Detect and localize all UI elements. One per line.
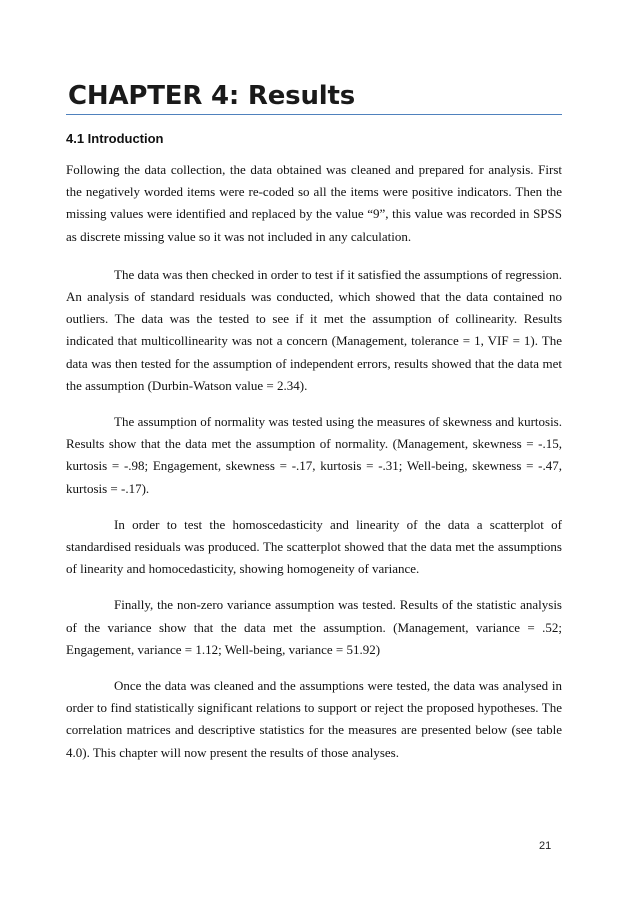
paragraph-normality: The assumption of normality was tested using the measures of skewness and kurtosis. Results show that the data met the assumption of normality. (Management, skewness = -.15, kurtosis = -.98; Engagement, skewness = -.17, kurtosis = -.31; Well-being, skewness = -.47, kurtosis = -.17). <box>66 414 562 496</box>
paragraph-data-cleaning: Following the data collection, the data obtained was cleaned and prepared for analysis. First the negatively worded items were re-coded so all the items were positive indicators. Then the missing values were identified and replaced by the value “9”, this value was recorded in SPSS as discrete missing value so it was not included in any calculation. <box>66 162 562 244</box>
paragraph-variance: Finally, the non-zero variance assumption was tested. Results of the statistic analysis of the variance show that the data met the assumption. (Management, variance = .52; Engagement, variance = 1.12; Well-being, variance = 51.92) <box>66 597 562 657</box>
paragraph-analysis-overview: Once the data was cleaned and the assumptions were tested, the data was analysed in order to find statistically significant relations to support or reject the proposed hypotheses. The correlation matrices and descriptive statistics for the measures are presented below (see table 4.0). This chapter will now present the results of those analyses. <box>66 678 562 760</box>
title-underline <box>66 114 562 115</box>
page-number: 21 <box>539 840 552 852</box>
page-content <box>66 80 562 778</box>
section-heading: 4.1 Introduction <box>66 131 164 146</box>
paragraph-regression-assumptions: The data was then checked in order to test if it satisfied the assumptions of regression. An analysis of standard residuals was conducted, which showed that the data contained no outliers. The data was the tested to see if it met the assumption of collinearity. Results indicated that multicollinearity was not a concern (Management, tolerance = 1, VIF = 1). The data was then tested for the assumption of independent errors, results showed that the data met the assumption (Durbin-Watson value = 2.34). <box>66 266 562 393</box>
paragraph-homoscedasticity: In order to test the homoscedasticity and linearity of the data a scatterplot of standardised residuals was produced. The scatterplot showed that the data met the assumptions of linearity and homocedasticity, showing homogeneity of variance. <box>66 516 562 577</box>
chapter-title: CHAPTER 4: Results <box>68 81 355 111</box>
